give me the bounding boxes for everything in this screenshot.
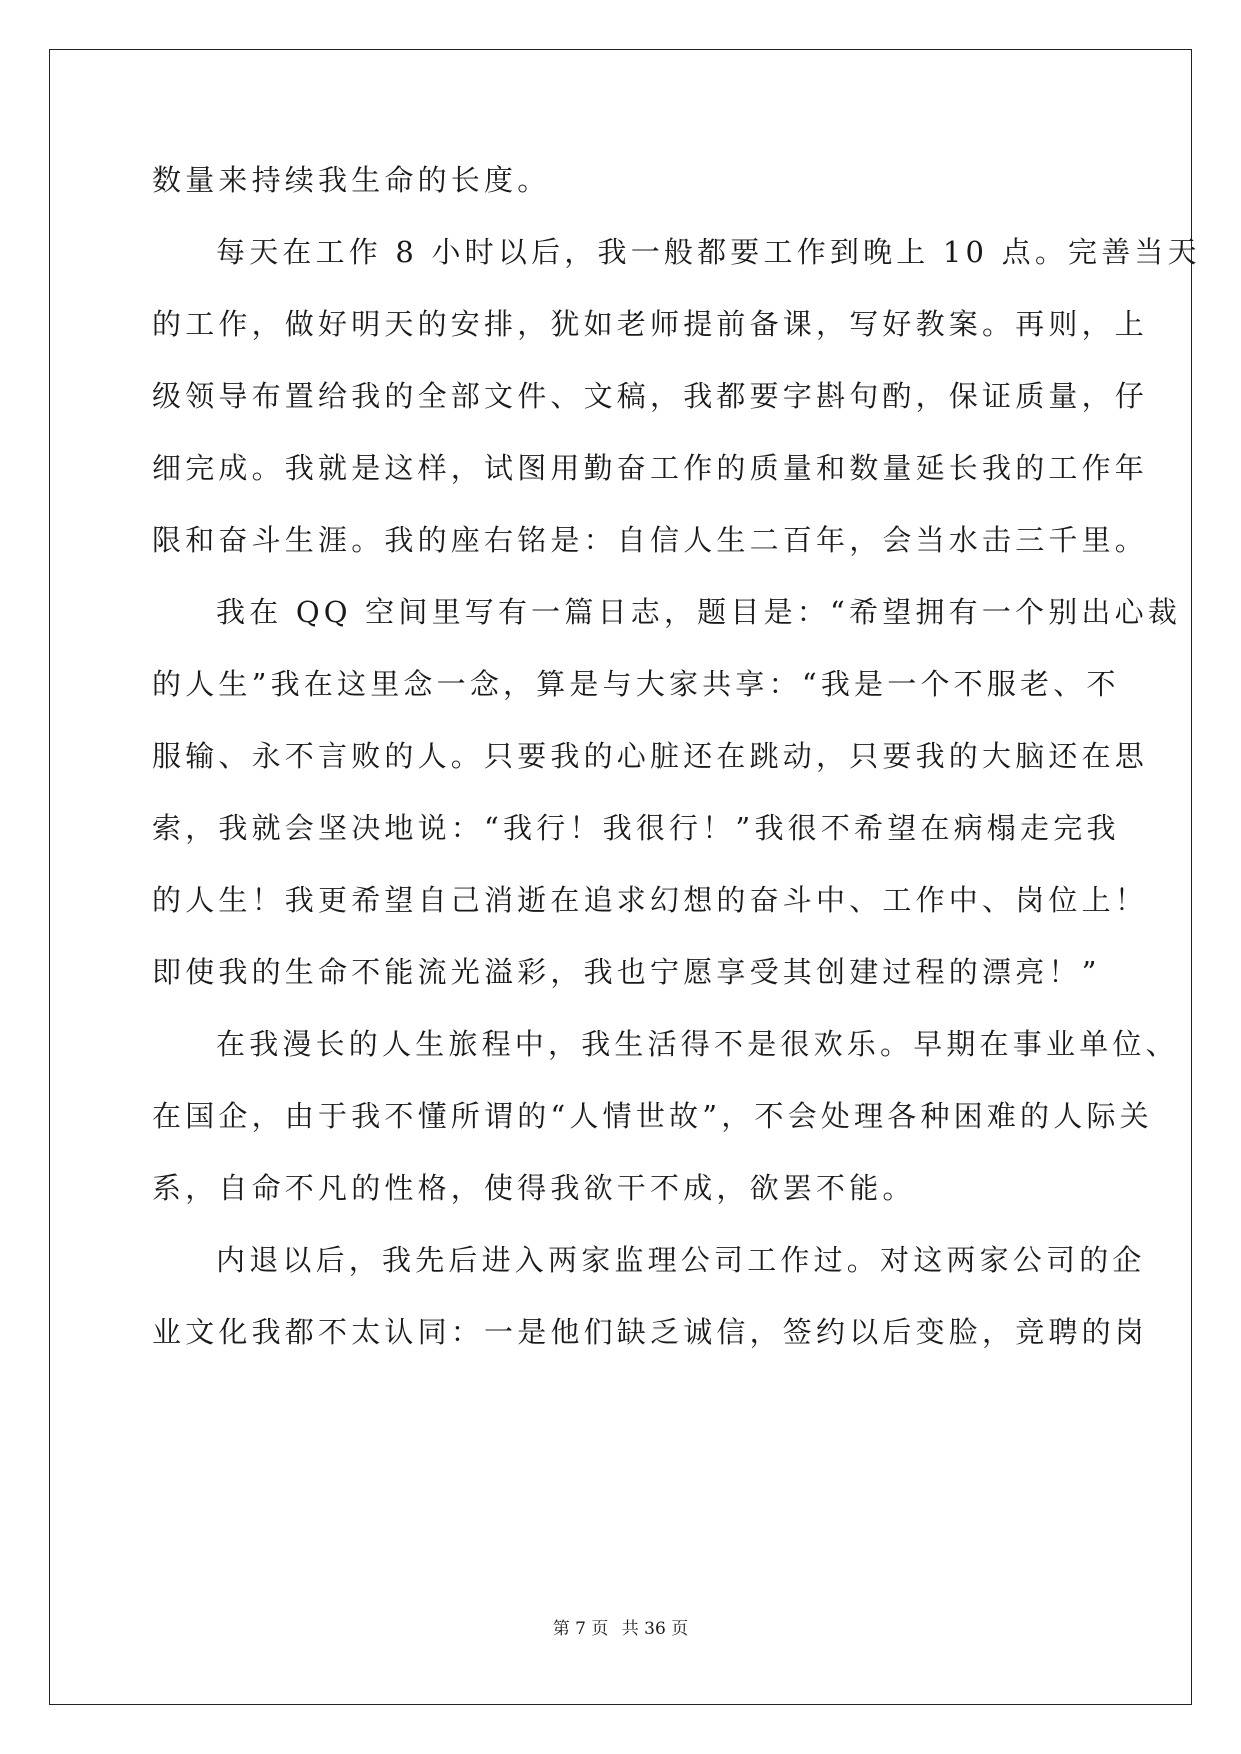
text-line: 数量来持续我生命的长度。 (152, 163, 551, 197)
text-line: 服输、永不言败的人。只要我的心脏还在跳动，只要我的大脑还在思 (152, 739, 1149, 773)
page-footer (0, 1614, 1241, 1639)
text-line: 级领导布置给我的全部文件、文稿，我都要字斟句酌，保证质量，仔 (152, 379, 1149, 413)
text-line: 业文化我都不太认同：一是他们缺乏诚信，签约以后变脸，竞聘的岗 (152, 1315, 1149, 1349)
text-line: 在国企，由于我不懂所谓的“人情世故”，不会处理各种困难的人际关 (152, 1099, 1153, 1133)
text-line: 索，我就会坚决地说：“我行！我很行！”我很不希望在病榻走完我 (152, 811, 1120, 845)
text-line: 的人生！我更希望自己消逝在追求幻想的奋斗中、工作中、岗位上！ (152, 883, 1149, 917)
text-line: 的人生”我在这里念一念，算是与大家共享：“我是一个不服老、不 (152, 667, 1120, 701)
paragraph-first-line: 我在 QQ 空间里写有一篇日志，题目是：“希望拥有一个别出心裁 (216, 595, 1182, 629)
text-line: 的工作，做好明天的安排，犹如老师提前备课，写好教案。再则，上 (152, 307, 1149, 341)
paragraph-first-line: 每天在工作 8 小时以后，我一般都要工作到晚上 10 点。完善当天 (216, 235, 1201, 269)
paragraph-first-line: 在我漫长的人生旅程中，我生活得不是很欢乐。早期在事业单位、 (216, 1027, 1179, 1061)
page-total: 共 36 页 (621, 1619, 689, 1639)
text-line: 系，自命不凡的性格，使得我欲干不成，欲罢不能。 (152, 1171, 916, 1205)
page-number: 第 7 页 (552, 1619, 609, 1639)
page-border (49, 49, 1192, 1705)
paragraph-first-line: 内退以后，我先后进入两家监理公司工作过。对这两家公司的企 (216, 1243, 1146, 1277)
text-line: 限和奋斗生涯。我的座右铭是：自信人生二百年，会当水击三千里。 (152, 523, 1149, 557)
text-line: 即使我的生命不能流光溢彩，我也宁愿享受其创建过程的漂亮！” (152, 955, 1101, 989)
text-line: 细完成。我就是这样，试图用勤奋工作的质量和数量延长我的工作年 (152, 451, 1149, 485)
